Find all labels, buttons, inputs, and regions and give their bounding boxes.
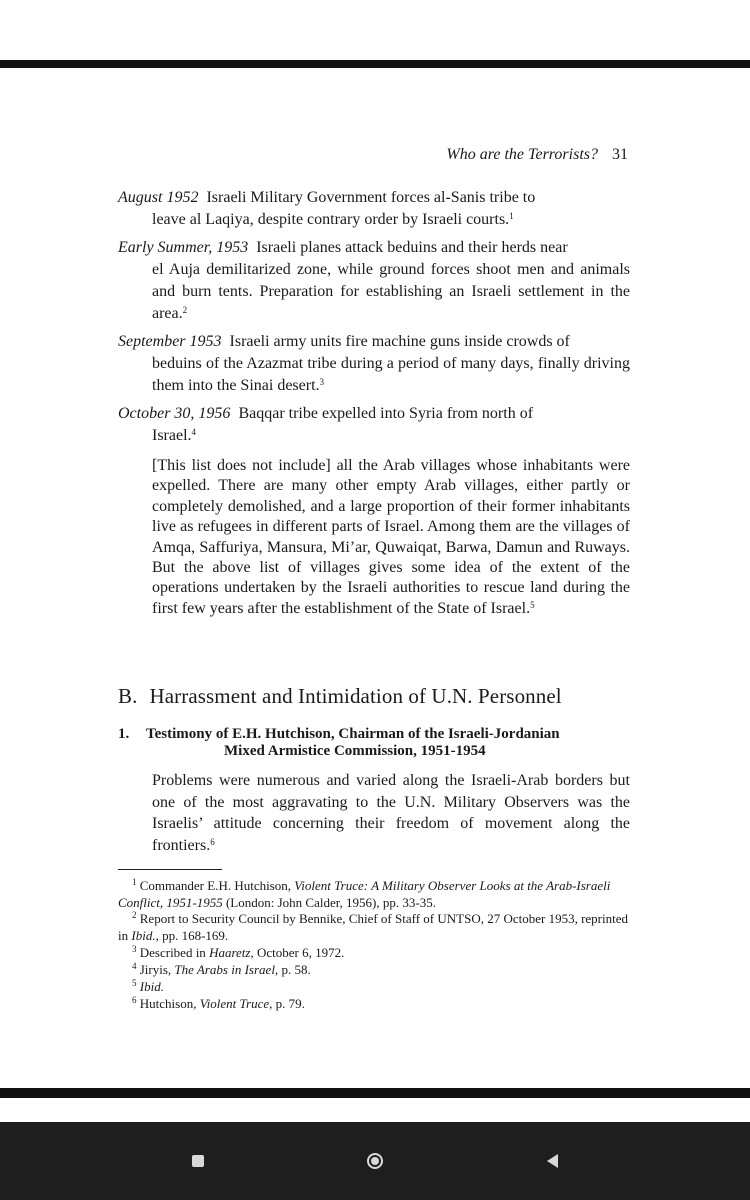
recents-button[interactable] xyxy=(183,1146,213,1176)
footnote-text: Described in xyxy=(139,945,210,960)
footnote-text: Report to Security Council by Bennike, Chief of Staff of UNTSO, 27 October 1953, reprinted in xyxy=(118,911,629,943)
footnote xyxy=(118,961,630,978)
subsection-number: 1. xyxy=(118,726,130,742)
footnote-text: , pp. 168-169. xyxy=(155,928,229,943)
android-nav-bar xyxy=(0,1122,750,1200)
footnote-ref: 4 xyxy=(191,427,197,437)
footnote xyxy=(118,944,630,961)
footnote-mark: 1 xyxy=(132,877,137,887)
chronology-entry xyxy=(118,237,630,325)
paragraph-text: Problems were numerous and varied along the Israeli-Arab borders but one of the most aggravating to the U.N. Military Observers was the Israelis’ attitude concerning their freedom of movement along the frontiers. xyxy=(152,772,630,854)
footnote-text: , p. 58. xyxy=(274,962,311,977)
footnote-mark: 4 xyxy=(132,961,137,971)
chronology-entry xyxy=(118,187,630,231)
footnote-ref: 5 xyxy=(530,599,535,610)
footnote-ref: 1 xyxy=(509,211,514,221)
footnote-rule xyxy=(118,869,222,870)
entry-text-cont: beduins of the Azazmat tribe during a period of many days, finally driving them into the Sinai desert. xyxy=(152,355,630,394)
footnote-text: Commander E.H. Hutchison, xyxy=(139,878,295,893)
footnote-text: , p. 79. xyxy=(269,996,305,1011)
entry-text: Israeli Military Government forces al-Sanis tribe to xyxy=(206,189,536,206)
running-head xyxy=(446,146,628,164)
entry-text: Israeli planes attack beduins and their herds near xyxy=(256,239,568,256)
footnote-mark: 2 xyxy=(132,910,137,920)
entry-text-cont: Israel. xyxy=(152,427,192,444)
back-button[interactable] xyxy=(537,1146,567,1176)
section-label: B. xyxy=(118,684,138,708)
footnote-italic: The Arabs in Israel xyxy=(174,962,275,977)
section-heading xyxy=(118,684,562,709)
footnote-italic: Violent Truce: A Military Observer Looks at the Arab-Israeli Conflict, 1951-1955 xyxy=(118,878,611,910)
footnote xyxy=(118,910,630,944)
subsection-title-line1: Testimony of E.H. Hutchison, Chairman of the Israeli-Jordanian xyxy=(146,726,560,742)
footnote-mark: 6 xyxy=(132,995,137,1005)
footnote-mark: 5 xyxy=(132,978,137,988)
home-button[interactable] xyxy=(360,1146,390,1176)
footnote-text: (London: John Calder, 1956), pp. 33-35. xyxy=(222,895,436,910)
footnote-text: , October 6, 1972. xyxy=(250,945,345,960)
top-screen-bar xyxy=(0,60,750,68)
chronology-entry xyxy=(118,403,630,447)
footnote-mark: 3 xyxy=(132,944,137,954)
entry-date: October 30, 1956 xyxy=(118,405,231,422)
footnote-text: Hutchison, xyxy=(139,996,200,1011)
footnote-ref: 3 xyxy=(319,377,325,387)
square-icon xyxy=(192,1155,204,1167)
running-head-title: Who are the Terrorists? xyxy=(446,146,598,163)
footnote-italic: Ibid. xyxy=(139,979,164,994)
footnote xyxy=(118,877,630,911)
quoted-paragraph xyxy=(152,456,630,619)
entry-date: August 1952 xyxy=(118,189,199,206)
entry-text: Israeli army units fire machine guns inside crowds of xyxy=(229,333,570,350)
section-title: Harrassment and Intimidation of U.N. Personnel xyxy=(149,684,562,708)
entry-text-cont: el Auja demilitarized zone, while ground forces shoot men and animals and burn tents. Preparation for establishing an Israeli settlement in the area. xyxy=(152,261,630,322)
entry-date: September 1953 xyxy=(118,333,222,350)
footnote xyxy=(118,995,630,1012)
home-icon xyxy=(367,1153,383,1169)
quote-text: [This list does not include] all the Arab villages whose inhabitants were expelled. There are many other empty Arab villages, either partly or completely demolished, and a large proportion of their former inhabitants live as refugees in different parts of Israel. Among them are the villages of Amqa, Saffuriya, Mansura, Mi’ar, Quwaiqat, Barwa, Damun and Ruways. But the above list of villages gives some idea of the extent of the operations undertaken by the Israeli authorities to rescue land during the first few years after the establishment of the State of Israel. xyxy=(152,457,630,617)
footnote-italic: Violent Truce xyxy=(199,996,270,1011)
body-paragraph xyxy=(152,770,630,856)
footnote-ref: 6 xyxy=(210,836,215,847)
subsection-title-line2: Mixed Armistice Commission, 1951-1954 xyxy=(224,743,486,759)
footnote xyxy=(118,978,630,995)
footnote-italic: Haaretz xyxy=(209,945,251,960)
footnote-ref: 2 xyxy=(182,305,188,315)
bottom-screen-bar xyxy=(0,1088,750,1098)
entry-text: Baqqar tribe expelled into Syria from north of xyxy=(238,405,534,422)
back-icon xyxy=(547,1154,558,1168)
footnote-italic: Ibid. xyxy=(131,928,156,943)
footnote-text: Jiryis, xyxy=(139,962,175,977)
page-number: 31 xyxy=(612,146,628,163)
entry-date: Early Summer, 1953 xyxy=(118,239,249,256)
chronology-entry xyxy=(118,331,630,397)
entry-text-cont: leave al Laqiya, despite contrary order by Israeli courts. xyxy=(152,211,510,228)
